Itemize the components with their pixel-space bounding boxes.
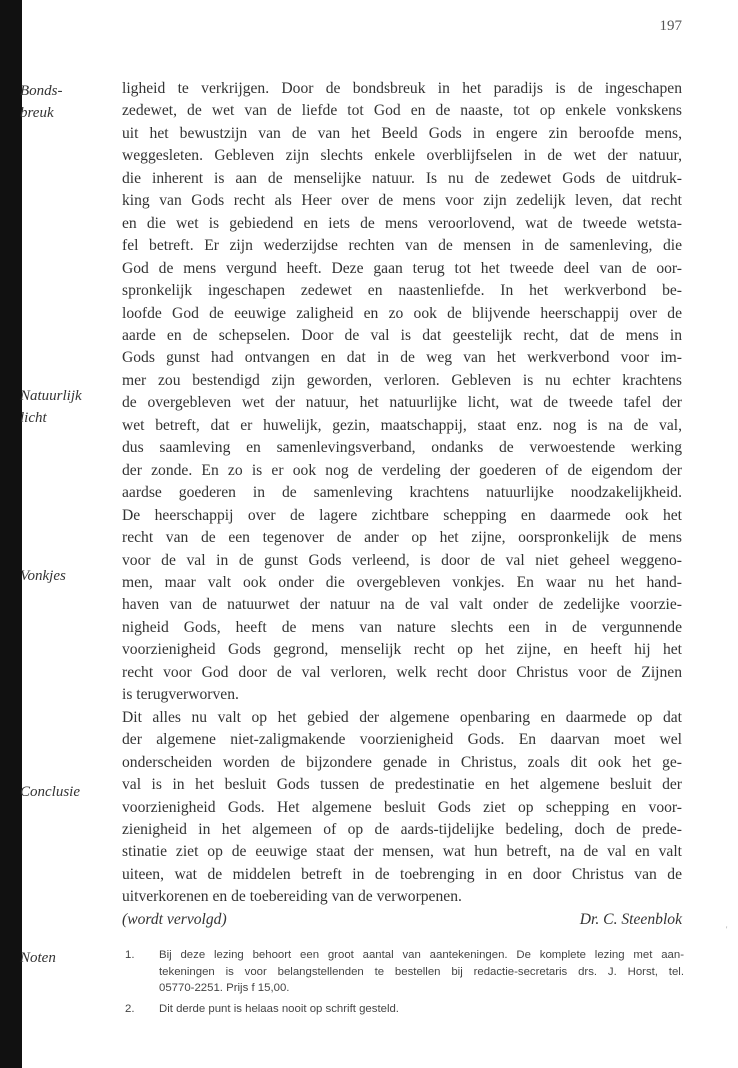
body-line: king van Gods recht als Heer over de mens voor zijn zedelijk leven, dat recht: [122, 192, 682, 210]
body-line: uiteen, wat de middelen betreft in de toebrenging in en door Christus van de: [122, 865, 682, 883]
paragraph-1: [122, 78, 682, 707]
footnotes: [122, 947, 684, 1021]
margin-note-natuurlijk-licht-text: Natuurlijk licht: [20, 388, 82, 426]
body-line: ligheid te verkrijgen. Door de bondsbreuk in het paradijs is de ingeschapen: [122, 80, 682, 97]
body-line: die inherent is aan de menselijke natuur. Is nu de zedewet Gods de uitdruk-: [122, 169, 682, 187]
footnote-number: 2.: [125, 1002, 135, 1015]
article-body: [122, 78, 682, 931]
margin-note-natuurlijk-licht: [20, 385, 116, 429]
scan-speck: ': [726, 925, 728, 934]
body-line: De heerschappij over de lagere zichtbare schepping en daarmede ook het: [122, 506, 682, 524]
body-line: mer zou bestendigd zijn geworden, verloren. Gebleven is nu echter krachtens: [122, 371, 682, 389]
footnote: [122, 947, 684, 997]
body-line: is terugverworven.: [122, 686, 239, 704]
closing-row: [122, 909, 682, 931]
footnote-number: 1.: [125, 949, 135, 961]
continued-note: (wordt vervolgd): [122, 910, 227, 928]
body-line: en die wet is gebiedend en iets de mens veroorlovend, wat de tweede wetsta-: [122, 214, 682, 232]
body-line: voor de val in de gunst Gods verleend, is door de val niet geheel weggeno-: [122, 551, 682, 569]
body-line: loofde God de eeuwige zaligheid en zo ook de blijvende heerschappij over de: [122, 304, 682, 322]
body-line: der algemene niet-zaligmakende voorzienigheid Gods. En daarvan moet wel: [122, 731, 682, 749]
body-line: wet betreft, dat er huwelijk, gezin, maatschappij, staat enz. nog is na de val,: [122, 416, 682, 434]
body-line: weggesleten. Gebleven zijn slechts enkele overblijfselen in de wet der natuur,: [122, 147, 682, 165]
body-line: God de mens vergund heeft. Deze gaan terug tot het tweede deel van de oor-: [122, 259, 682, 277]
body-line: voorzienigheid Gods. Het algemene besluit Gods ziet op schepping en voor-: [122, 798, 682, 816]
author-signature: Dr. C. Steenblok: [579, 910, 682, 928]
body-line: onderscheiden worden de bijzondere genade in Christus, zoals dit ook het ge-: [122, 753, 682, 771]
body-line: zedewet, de wet van de liefde tot God en de naaste, tot op enkele vonkskens: [122, 102, 682, 120]
body-line: zienigheid in het algemeen of op de aards-tijdelijke bedeling, doch de prede-: [122, 820, 682, 838]
body-line: haven van de natuurwet der natuur na de val valt onder de zedelijke voorzie-: [122, 596, 682, 614]
footnote-line: Dit derde punt is helaas nooit op schrift gesteld.: [159, 1002, 399, 1015]
body-line: dus saamleving en samenlevingsverband, ondanks de verwoestende werking: [122, 439, 682, 457]
body-line: nigheid Gods, heeft de mens van nature slechts een in de vergunnende: [122, 618, 682, 636]
paragraph-2: [122, 707, 682, 909]
body-line: fel betreft. Er zijn wederzijdse rechten van de mensen in de samenleving, die: [122, 237, 682, 255]
margin-note-conclusie: Conclusie: [20, 784, 80, 800]
footnote-line: Bij deze lezing behoort een groot aantal van aantekeningen. De komplete lezing met aan-: [159, 949, 684, 961]
body-line: voorzienigheid Gods gegrond, menselijk recht op het zijne, en heeft hij het: [122, 641, 682, 659]
body-line: spronkelijk ingeschapen zedewet en naastenliefde. In het werkverbond be-: [122, 282, 682, 300]
body-line: recht van de een tegenover de ander op het zijne, oorspronkelijk de mens: [122, 529, 682, 547]
page-number: 197: [659, 18, 682, 34]
body-line: men, maar valt ook onder die overgebleven vonkjes. En waar nu het hand-: [122, 573, 682, 591]
body-line: recht voor God door de val verloren, welk recht door Christus voor de Zijnen: [122, 663, 682, 681]
body-line: uit het bewustzijn van de van het Beeld Gods in engere zin beroofde mens,: [122, 124, 682, 142]
body-line: de overgebleven wet der natuur, het natuurlijke licht, wat de tweede tafel der: [122, 394, 682, 412]
margin-note-vonkjes: Vonkjes: [20, 568, 66, 584]
body-line: uitverkorenen en de toebereiding van de verworpenen.: [122, 888, 462, 906]
margin-note-bondsbreuk: [20, 80, 116, 124]
body-line: aardse goederen in de samenleving krachtens natuurlijke noodzakelijkheid.: [122, 484, 682, 502]
body-line: stinatie ziet op de eeuwige staat der mensen, wat hun betreft, na de val en valt: [122, 843, 682, 861]
body-line: Gods gunst had ontvangen en dat in de weg van het werkverbond voor im-: [122, 349, 682, 367]
body-line: val is in het besluit Gods tussen de predestinatie en het algemene besluit der: [122, 776, 682, 794]
footnote-text: [159, 947, 684, 997]
margin-note-bondsbreuk-text: Bonds- breuk: [20, 83, 63, 121]
body-line: Dit alles nu valt op het gebied der algemene openbaring en daarmede op dat: [122, 708, 682, 726]
body-line: aarde en de schepselen. Door de val is dat geestelijk recht, dat de mens in: [122, 326, 682, 344]
footnote-line: 05770-2251. Prijs f 15,00.: [159, 982, 290, 994]
footnote-text: [159, 1001, 684, 1018]
footnote-line: tekeningen is voor belangstellenden te bestellen bij redactie-secretaris drs. J. Horst, tel.: [159, 965, 684, 978]
body-line: der zonde. En zo is er ook nog de verdeling der goederen of de eigendom der: [122, 461, 682, 479]
margin-note-noten: Noten: [20, 950, 56, 966]
footnote: [122, 1001, 684, 1018]
binding-edge: [0, 0, 22, 1068]
